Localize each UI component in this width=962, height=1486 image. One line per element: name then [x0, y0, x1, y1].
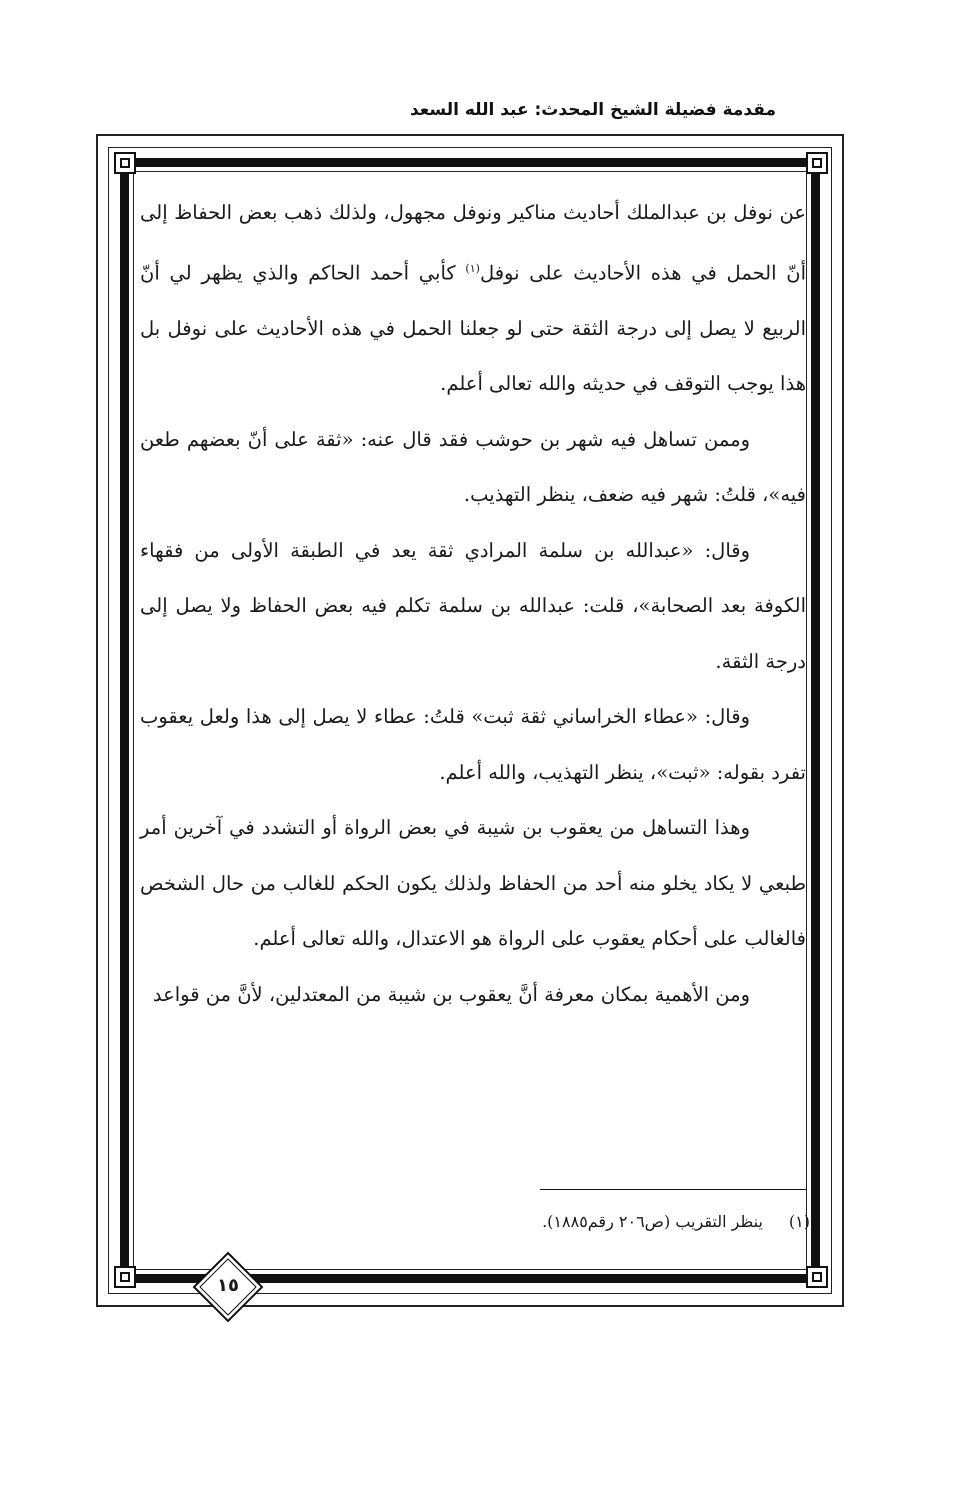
paragraph: وممن تساهل فيه شهر بن حوشب فقد قال عنه: «ثقة على أنّ بعضهم طعن فيه»، قلتُ: شهر فيه ضعف، ينظر التهذيب.: [140, 427, 806, 506]
footnote-ref: (١): [465, 261, 480, 275]
page-number: ١٥: [217, 1275, 239, 1296]
paragraph: ومن الأهمية بمكان معرفة أنَّ يعقوب بن شيبة من المعتدلين، لأنَّ من قواعد: [152, 982, 750, 1006]
corner-ornament-top-left: [114, 152, 136, 174]
paragraph: وقال: «عطاء الخراساني ثقة ثبت» قلتُ: عطاء لا يصل إلى هذا ولعل يعقوب تفرد بقوله: «ثبت»، ينظر التهذيب، والله أعلم.: [140, 705, 806, 784]
paragraph-text: عن نوفل بن عبدالملك أحاديث مناكير ونوفل مجهول، ولذلك ذهب بعض الحفاظ إلى أنّ الحمل في هذه الأحاديث على نوفل: [140, 201, 806, 284]
corner-ornament-bottom-right: [806, 1266, 828, 1288]
corner-ornament-top-right: [806, 152, 828, 174]
paragraph: وقال: «عبدالله بن سلمة المرادي ثقة يعد في الطبقة الأولى من فقهاء الكوفة بعد الصحابة»، قلت: عبدالله بن سلمة تكلم فيه بعض الحفاظ ولا يصل إلى درجة الثقة.: [140, 538, 806, 673]
footnote-number: (١): [788, 1212, 810, 1231]
page-number-badge: [192, 1251, 264, 1323]
corner-ornament-bottom-left: [114, 1266, 136, 1288]
page-header-title: مقدمة فضيلة الشيخ المحدث: عبد الله السعد: [409, 100, 776, 120]
footnote-separator: [540, 1189, 806, 1190]
paragraph-text-continued: كأبي أحمد الحاكم والذي يظهر لي أنّ الربيع لا يصل إلى درجة الثقة حتى لو جعلنا الحمل في هذه الأحاديث على نوفل بل هذا يوجب التوقف في حديثه والله تعالى أعلم.: [140, 261, 806, 395]
paragraph: [140, 185, 806, 412]
body-text: [140, 185, 806, 1022]
footnote: [542, 1212, 810, 1231]
paragraph: وهذا التساهل من يعقوب بن شيبة في بعض الرواة أو التشدد في آخرين أمر طبعي لا يكاد يخلو منه أحد من الحفاظ ولذلك يكون الحكم للغالب من حال الشخص فالغالب على أحكام يعقوب على الرواة هو الاعتدال، والله تعالى أعلم.: [140, 816, 806, 950]
footnote-text: ينظر التقريب (ص٢٠٦ رقم١٨٨٥).: [542, 1212, 763, 1231]
